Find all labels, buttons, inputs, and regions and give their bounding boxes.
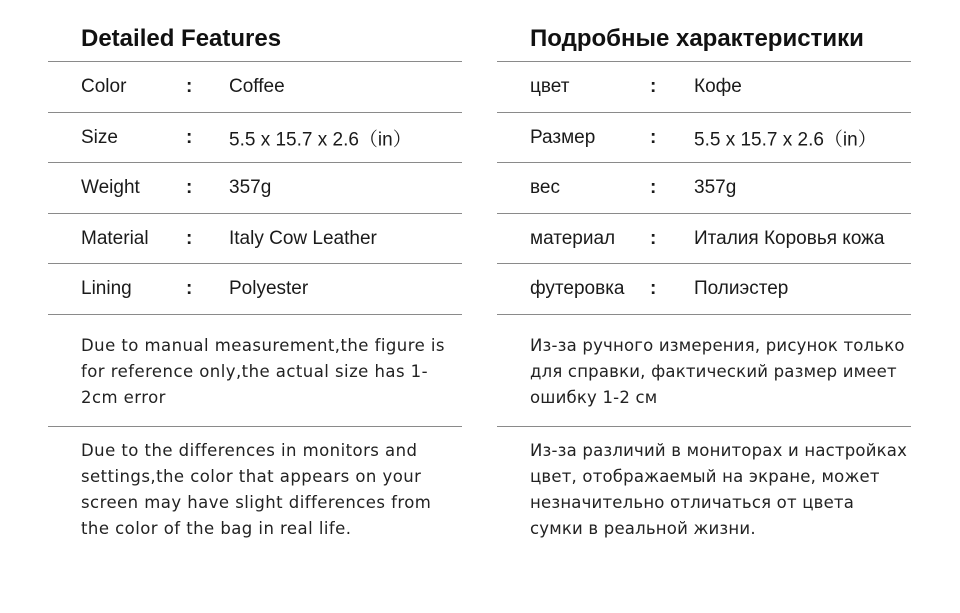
spec-label: материал — [530, 228, 616, 249]
spec-row-size — [48, 113, 462, 163]
spec-value: 5.5 x 15.7 x 2.6（in） — [694, 129, 877, 151]
spec-separator: : — [650, 278, 657, 299]
spec-label: футеровка — [530, 278, 625, 299]
spec-separator: : — [650, 127, 657, 148]
spec-label: Размер — [530, 127, 596, 148]
spec-value: Кофе — [694, 76, 742, 97]
spec-label: Size — [81, 127, 118, 148]
spec-separator: : — [186, 127, 193, 148]
section-title: Detailed Features — [81, 25, 282, 52]
spec-label: Color — [81, 76, 127, 97]
divider — [497, 314, 911, 315]
color-disclaimer-note: Из-за различий в мониторах и настройках цвет, отображаемый на экране, может незначительно отличаться от цвета сумки в реальной жизни. — [530, 441, 908, 538]
spec-value: Polyester — [229, 278, 309, 299]
spec-label: Lining — [81, 278, 132, 299]
spec-row-lining — [48, 264, 462, 314]
spec-row-weight — [48, 163, 462, 213]
spec-separator: : — [186, 278, 193, 299]
spec-value: Италия Коровья кожа — [694, 228, 885, 249]
spec-label: цвет — [530, 76, 570, 97]
color-disclaimer-note: Due to the differences in monitors and settings,the color that appears on your screen may have slight differences from the color of the bag in real life. — [81, 441, 432, 538]
spec-separator: : — [650, 76, 657, 97]
spec-row-material — [48, 214, 462, 264]
spec-label: Material — [81, 228, 149, 249]
divider — [497, 426, 911, 427]
spec-row-color — [48, 62, 462, 112]
spec-separator: : — [186, 177, 193, 198]
spec-value: 5.5 x 15.7 x 2.6（in） — [229, 129, 412, 151]
spec-value: 357g — [694, 177, 737, 198]
section-title: Подробные характеристики — [530, 25, 864, 52]
spec-row-color — [497, 62, 911, 112]
spec-value: Coffee — [229, 76, 285, 97]
spec-label: Weight — [81, 177, 140, 198]
divider — [48, 314, 462, 315]
divider — [48, 426, 462, 427]
spec-row-lining — [497, 264, 911, 314]
spec-row-size — [497, 113, 911, 163]
spec-separator: : — [650, 228, 657, 249]
spec-separator: : — [186, 76, 193, 97]
spec-separator: : — [650, 177, 657, 198]
spec-label: вес — [530, 177, 560, 198]
spec-value: 357g — [229, 177, 272, 198]
measurement-note: Из-за ручного измерения, рисунок только для справки, фактический размер имеет ошибку 1-2 см — [530, 336, 905, 407]
spec-value: Полиэстер — [694, 278, 789, 299]
spec-value: Italy Cow Leather — [229, 228, 377, 249]
measurement-note: Due to manual measurement,the figure is for reference only,the actual size has 1-2cm error — [81, 336, 445, 407]
spec-row-weight — [497, 163, 911, 213]
spec-row-material — [497, 214, 911, 264]
spec-separator: : — [186, 228, 193, 249]
